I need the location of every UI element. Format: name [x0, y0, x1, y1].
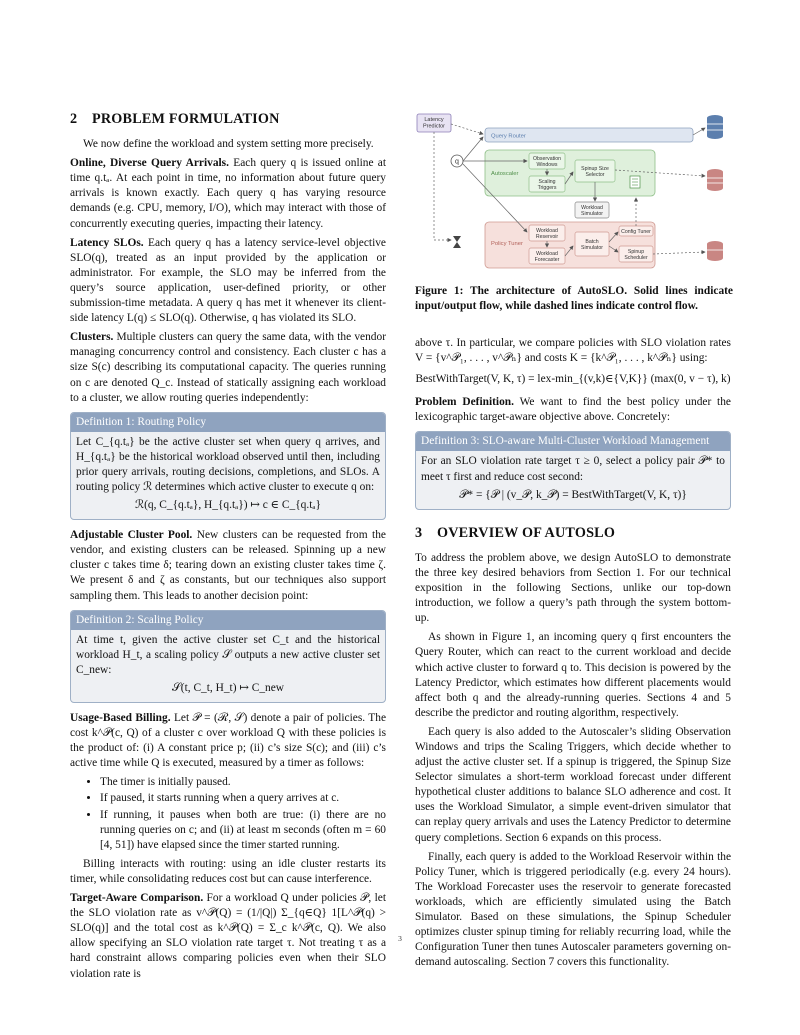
spinup-size-selector-label: Spinup Size Selector [581, 166, 609, 178]
left-column [70, 108, 386, 986]
definition-1-text: Let C_{q.tₐ} be the active cluster set when query q arrives, and H_{q.tₐ} be the historical workload observed until then, including prior query arrivals, routing decisions, completions, and SLOs. A routing policy ℛ determines which active cluster to execute q on: [76, 435, 380, 493]
definition-3-title: Definition 3: SLO-aware Multi-Cluster Workload Management [416, 432, 730, 451]
query-router-label: Query Router [491, 133, 526, 140]
runin-heading: Online, Diverse Query Arrivals. [70, 157, 229, 170]
clusters-paragraph [70, 330, 386, 405]
section-title: OVERVIEW OF AUTOSLO [437, 524, 616, 541]
architecture-diagram [415, 112, 733, 272]
list-item: • If running, it pauses when both are true: (i) there are no running queries on c; and (ii) at least m seconds (often m = 60 [4, 51]) have elapsed since the timer started running. [100, 808, 386, 853]
latency-predictor-label: Latency Predictor [422, 117, 446, 130]
runin-heading: Clusters. [70, 331, 114, 344]
autoscaler-label: Autoscaler [491, 171, 519, 177]
spinup-scheduler-label: Spinup Scheduler [624, 249, 648, 261]
slo-paragraph [70, 236, 386, 327]
above-tau-paragraph: above τ. In particular, we compare policies with SLO violation rates V = {v^𝒫₁, . . . , v^𝒫ₙ} and costs K = {k^𝒫₁, . . . , k^𝒫ₙ} using: [415, 337, 731, 365]
router-database-icon [707, 115, 723, 139]
section-3-heading [415, 526, 731, 541]
section-3-paragraph-3: Each query is also added to the Autoscaler’s sliding Observation Windows and trips the Scaling Triggers, which decide whether to adjust the active cluster set. If a spinup is triggered, the Spinup Size Selector simulates a short-term workload forecast under different hypothetical cluster additions to balance SLO adherence and cost. It uses the Workload Simulator, a simple event-driven simulator that can replay query arrivals and uses the Latency Predictor to determine query completions. Section 6 expands on this process. [415, 725, 731, 844]
right-column [415, 336, 731, 974]
workload-reservoir-label: Workload Reservoir [535, 228, 559, 240]
section-3-paragraph-4: Finally, each query is added to the Workload Reservoir within the Policy Tuner, which is triggered periodically (e.g. every 24 hours). The Workload Forecaster uses the reservoir to generate forecasted workloads, which are efficiently simulated using the Batch Simulator. Based on these simulations, the Spinup Scheduler optimizes cluster spinup timing for reliably recurring load, while the Configuration Tuner then tunes Autoscaler parameters governing on-demand autoscaling. Section 7 covers this functionality. [415, 850, 731, 969]
section-number: 2 [70, 111, 78, 127]
architecture-figure [415, 112, 733, 272]
paragraph-text: We want to find the best policy under the lexicographic target-aware objective above. Concretely: [415, 396, 731, 424]
section-title: PROBLEM FORMULATION [92, 111, 280, 127]
paragraph-text: Multiple clusters can query the same data, with the vendor managing concurrency control and consistency. Each cluster c has a size S(c) describing its computational capacity. The queries running on c are denoted Q_c. Instead of statically assigning each workload to a cluster, we allow routing queries independently: [70, 331, 386, 404]
section-3-paragraph-1: To address the problem above, we design AutoSLO to demonstrate the three key desired behaviors from Section 1. For our technical exposition in the following Sections, unlike our top-down introduction, we follow a query’s path through the system bottom-up. [415, 551, 731, 625]
hourglass-icon [453, 236, 461, 248]
batch-simulator-label: Batch Simulator [581, 239, 603, 251]
routing-paragraph: Billing interacts with routing: using an idle cluster restarts its timer, while consolidating reduces cost but can cause interference. [70, 857, 386, 885]
definition-1-title: Definition 1: Routing Policy [71, 413, 385, 432]
runin-heading: Latency SLOs. [70, 236, 144, 249]
paragraph-text: Each query q has a latency service-level objective SLO(q), treated as an input provided by the application or administrator. For example, the SLO may be inferred from the query’s source application, user-defined priority, or other submission-time metadata. A query q has met it whenever its client-side latency L(q) ≤ SLO(q). Otherwise, q has violated its SLO. [70, 236, 386, 325]
arrivals-paragraph [70, 156, 386, 231]
runin-heading: Usage-Based Billing. [70, 712, 171, 724]
workload-simulator-label: Workload Simulator [581, 205, 603, 217]
observation-windows-label: Observation Windows [533, 156, 561, 168]
section-number: 3 [415, 524, 423, 541]
best-with-target-equation: BestWithTarget(V, K, τ) = lex-min_{(v,k)∈{V,K}} (max(0, v − τ), k) [415, 373, 731, 386]
definition-3-box [415, 431, 731, 509]
page-number: 3 [398, 934, 402, 943]
figure-1-caption: Figure 1: The architecture of AutoSLO. Solid lines indicate input/output flow, while dashed lines indicate control flow. [415, 285, 733, 312]
list-item: • If paused, it starts running when a query arrives at c. [100, 791, 386, 806]
paragraph-text: For a workload Q under policies 𝒫, let the SLO violation rate as v^𝒫(Q) = (1/|Q|) Σ_{q∈Q} 1[L^𝒫(q) > SLO(q)] and the total cost as k^𝒫(Q) = Σ_c k^𝒫(c, Q). We also allow specifying an SLO violation rate target τ. Not treating τ as a hard constraint allows comparing policies even when their SLO violation rate is [70, 892, 386, 980]
query-q-label: q [455, 158, 459, 166]
paragraph-text: Each query q is issued online at time q.tₐ. At each point in time, no information about future query arrivals is known exactly. Each query q has varying resource demands (e.g. CPU, memory, I/O), which may interact with those of concurrently executing queries, impacting their latency. [70, 157, 387, 230]
definition-2-title: Definition 2: Scaling Policy [71, 611, 385, 630]
definition-3-text: For an SLO violation rate target τ ≥ 0, select a policy pair 𝒫* to meet τ first and reduce cost second: [421, 455, 725, 483]
config-tuner-label: Config Tuner [621, 229, 651, 235]
pool-paragraph [70, 528, 386, 603]
runin-heading: Target-Aware Comparison. [70, 892, 204, 905]
runin-heading: Adjustable Cluster Pool. [70, 529, 193, 542]
scaling-triggers-label: Scaling Triggers [537, 179, 557, 191]
cluster-database-icon-2 [707, 241, 723, 261]
paragraph-text: New clusters can be requested from the vendor, and existing clusters can be released. Spinning up a new cluster c takes time δ; tearing down an existing cluster takes time ζ. We present δ and ζ as constants, but our techniques also support sampling them. This leads to another decision point: [70, 529, 386, 602]
timer-bullet-list [70, 775, 386, 852]
definition-1-box [70, 412, 386, 520]
definition-1-equation: ℛ(q, C_{q.tₐ}, H_{q.tₐ}) ↦ c ∈ C_{q.tₐ} [135, 499, 321, 512]
billing-paragraph [70, 711, 386, 771]
section-2-heading [70, 112, 386, 127]
cluster-database-icon [707, 169, 723, 191]
runin-heading: Problem Definition. [415, 396, 514, 409]
definition-2-text: At time t, given the active cluster set C_t and the historical workload H_t, a scaling policy 𝒮 outputs a new active cluster set C_new: [76, 633, 380, 676]
definition-2-box [70, 610, 386, 703]
section-3-paragraph-2: As shown in Figure 1, an incoming query q first encounters the Query Router, which can react to the current workload and decide which active cluster to forward q to. This decision is powered by the Latency Predictor, which estimates how different placements would affect both q and the already-running queries. Sections 4 and 5 describe the predictor and routing algorithm, respectively. [415, 631, 731, 719]
intro-paragraph: We now define the workload and system setting more precisely. [83, 138, 374, 151]
policy-tuner-label: Policy Tuner [491, 241, 523, 247]
workload-forecaster-label: Workload Forecaster [534, 251, 560, 263]
problem-definition-paragraph [415, 395, 731, 425]
paragraph-text: Let 𝒫 = (ℛ, 𝒮) denote a pair of policies. The cost k^𝒫(c, Q) of a cluster c over workload Q with these policies is the product of: (i) A constant price p; (ii) c’s size S(c); and (iii) c’s active time while Q is executed, measured by a timer as follows: [70, 712, 386, 770]
definition-2-equation: 𝒮(t, C_t, H_t) ↦ C_new [171, 681, 284, 694]
list-item: • The timer is initially paused. [100, 775, 386, 790]
definition-3-equation: 𝒫* = {𝒫 | (v_𝒫, k_𝒫) = BestWithTarget(V, K, τ)} [459, 488, 687, 501]
